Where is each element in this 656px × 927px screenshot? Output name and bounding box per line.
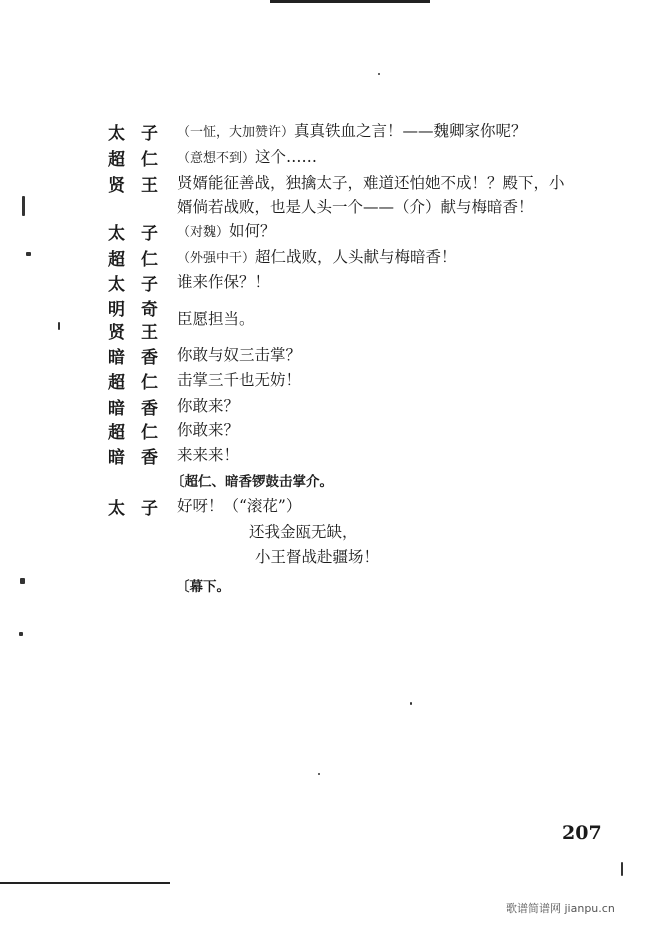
dialogue-line bbox=[0, 171, 656, 195]
page-number: 207 bbox=[562, 822, 602, 844]
stage-direction: 〔超仁、暗香锣鼓击掌介。 bbox=[171, 474, 333, 490]
dialogue-line bbox=[0, 443, 656, 467]
speaker-name: 超仁 bbox=[108, 373, 174, 393]
scan-speck bbox=[621, 862, 623, 876]
dialogue-line bbox=[0, 343, 656, 367]
dialogue-text bbox=[177, 195, 534, 217]
speech: 婿倘若战败，也是人头一个——（介）献与梅暗香！ bbox=[177, 198, 534, 216]
speech: 你敢与奴三击掌？ bbox=[177, 346, 302, 364]
stage-direction: （意想不到） bbox=[177, 151, 256, 166]
speech: 真真铁血之言！——魏卿家你呢？ bbox=[294, 122, 527, 140]
stage-direction: （对魏） bbox=[177, 225, 230, 240]
stage-direction: （外强中干） bbox=[177, 251, 256, 266]
joint-speech: 臣愿担当。 bbox=[177, 310, 255, 328]
speech: 你敢来？ bbox=[177, 421, 240, 439]
dialogue-line bbox=[0, 270, 656, 294]
scan-edge-top bbox=[270, 0, 430, 3]
dialogue-line-joint-speaker-2 bbox=[0, 318, 656, 342]
dialogue-line bbox=[0, 245, 656, 269]
scan-speck bbox=[378, 73, 380, 75]
speech: 谁来作保？！ bbox=[177, 273, 271, 291]
dialogue-text bbox=[177, 171, 565, 193]
scan-speck bbox=[26, 252, 31, 256]
scan-speck bbox=[19, 632, 23, 636]
speech: 超仁战败，人头献与梅暗香！ bbox=[255, 248, 457, 266]
speech: 你敢来？ bbox=[177, 397, 240, 415]
dialogue-text bbox=[177, 270, 270, 292]
speech: 好呀！（“滚花”） bbox=[177, 497, 302, 515]
dialogue-line bbox=[0, 119, 656, 143]
stage-direction: （一怔，大加赞许） bbox=[177, 125, 295, 140]
scan-speck bbox=[20, 578, 25, 584]
speaker-name: 超仁 bbox=[108, 150, 174, 170]
scan-speck bbox=[22, 196, 25, 216]
verse-line: 还我金瓯无缺， bbox=[249, 523, 358, 541]
speaker-name: 太子 bbox=[108, 124, 174, 144]
speaker-name: 超仁 bbox=[108, 250, 174, 270]
speaker-name: 贤王 bbox=[108, 176, 174, 196]
scan-edge-bottom bbox=[0, 882, 170, 884]
dialogue-text bbox=[177, 145, 317, 167]
dialogue-line bbox=[0, 418, 656, 442]
dialogue-line-joint-speaker-1 bbox=[0, 295, 656, 319]
dialogue-continuation bbox=[0, 195, 656, 219]
scan-speck bbox=[410, 702, 412, 705]
speaker-name: 暗香 bbox=[108, 448, 174, 468]
speech: 击掌三千也无妨！ bbox=[177, 371, 302, 389]
dialogue-line bbox=[0, 494, 656, 518]
speaker-name: 太子 bbox=[108, 224, 174, 244]
speaker-name: 太子 bbox=[108, 499, 174, 519]
speech: 贤婿能征善战，独擒太子，难道还怕她不成！？殿下，小 bbox=[177, 174, 565, 192]
speaker-name: 暗香 bbox=[108, 399, 174, 419]
speech: 如何？ bbox=[229, 222, 276, 240]
speaker-name: 太子 bbox=[108, 275, 174, 295]
scan-speck bbox=[318, 773, 320, 775]
dialogue-line bbox=[0, 394, 656, 418]
stage-direction: 〔幕下。 bbox=[176, 579, 230, 595]
watermark: 歌谱简谱网 jianpu.cn bbox=[506, 902, 615, 915]
speaker-name: 明奇 bbox=[108, 300, 174, 320]
verse-line: 小王督战赴疆场！ bbox=[255, 548, 380, 566]
dialogue-line bbox=[0, 145, 656, 169]
speech: 这个…… bbox=[255, 148, 318, 166]
speaker-name: 贤王 bbox=[108, 323, 174, 343]
speaker-name: 暗香 bbox=[108, 348, 174, 368]
dialogue-text bbox=[177, 245, 457, 267]
scan-speck bbox=[58, 322, 60, 330]
dialogue-text bbox=[177, 119, 527, 141]
speaker-name: 超仁 bbox=[108, 423, 174, 443]
dialogue-line bbox=[0, 368, 656, 392]
dialogue-text bbox=[177, 219, 276, 241]
dialogue-line bbox=[0, 219, 656, 243]
speech: 来来来！ bbox=[177, 446, 240, 464]
